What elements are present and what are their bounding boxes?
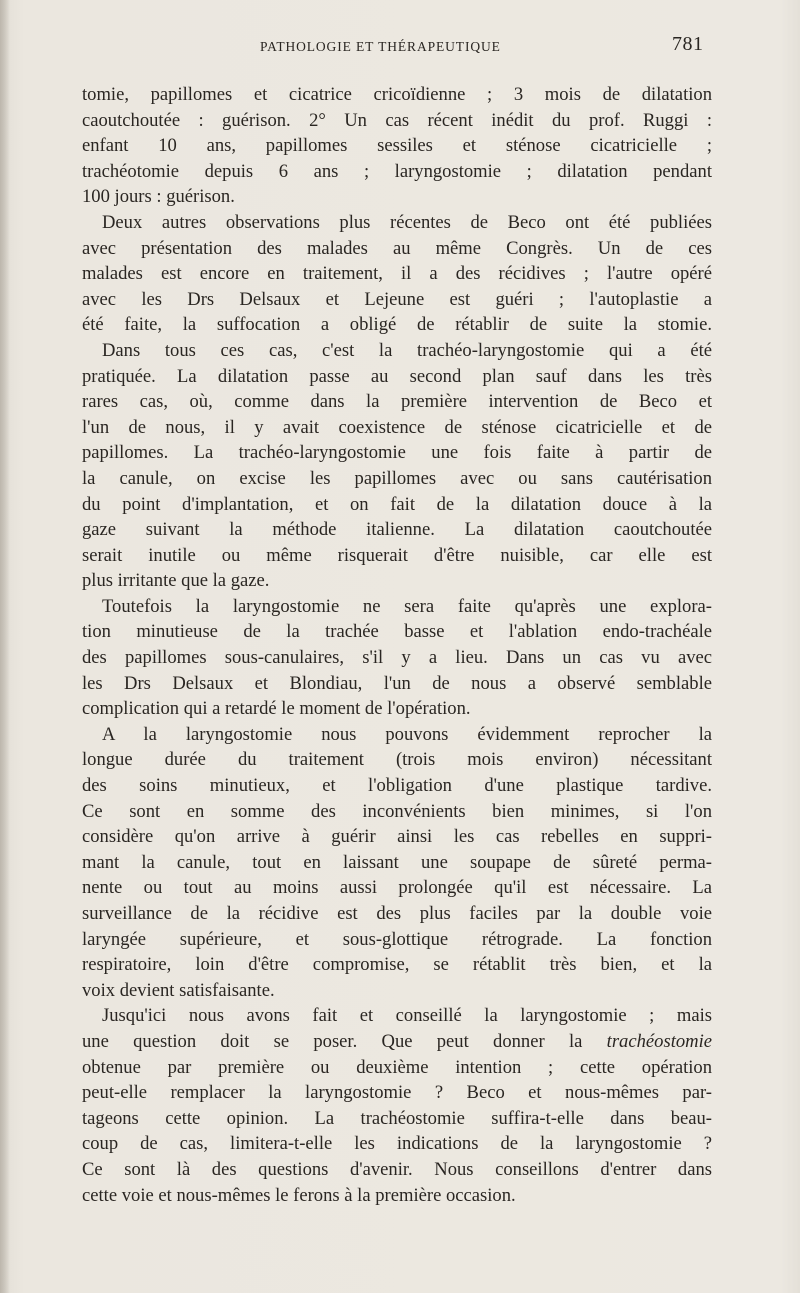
text-line: rares cas, où, comme dans la première intervention de Beco et	[82, 391, 712, 413]
text-line: gaze suivant la méthode italienne. La dilatation caoutchoutée	[82, 519, 712, 541]
text-line: du point d'implantation, et on fait de la dilatation douce à la	[82, 493, 712, 515]
page-gutter-shadow	[0, 0, 10, 1293]
running-head: PATHOLOGIE ET THÉRAPEUTIQUE	[260, 39, 501, 54]
text-line: Ce sont là des questions d'avenir. Nous conseillons d'entrer dans	[82, 1158, 712, 1180]
text-line: serait inutile ou même risquerait d'être nuisible, car elle est	[82, 544, 712, 566]
text-line: malades est encore en traitement, il a des récidives ; l'autre opéré	[82, 263, 712, 285]
text-line: cette voie et nous-mêmes le ferons à la première occasion.	[82, 1184, 516, 1206]
text-line: respiratoire, loin d'être compromise, se rétablit très bien, et la	[82, 954, 712, 976]
text-line: été faite, la suffocation a obligé de rétablir de suite la stomie.	[82, 314, 712, 336]
text-segment: une question doit se poser. Que peut donner la	[82, 1030, 583, 1052]
text-line: des soins minutieux, et l'obligation d'une plastique tardive.	[82, 775, 712, 797]
text-line: avec les Drs Delsaux et Lejeune est guéri ; l'autoplastie a	[82, 288, 712, 310]
text-line: laryngée supérieure, et sous-glottique rétrograde. La fonction	[82, 928, 712, 950]
text-line: Dans tous ces cas, c'est la trachéo-laryngostomie qui a été	[102, 339, 712, 361]
text-line: Toutefois la laryngostomie ne sera faite qu'après une explora-	[102, 595, 712, 617]
text-line: coup de cas, limitera-t-elle les indications de la laryngostomie ?	[82, 1133, 712, 1155]
text-line: tomie, papillomes et cicatrice cricoïdienne ; 3 mois de dilatation	[82, 84, 712, 105]
text-line: l'un de nous, il y avait coexistence de sténose cicatricielle et de	[82, 416, 712, 438]
text-line: tageons cette opinion. La trachéostomie suffira-t-elle dans beau-	[82, 1107, 712, 1129]
text-line: mant la canule, tout en laissant une soupape de sûreté perma-	[82, 851, 712, 873]
text-line: 100 jours : guérison.	[82, 186, 235, 208]
text-line: Ce sont en somme des inconvénients bien minimes, si l'on	[82, 800, 712, 822]
text-line: trachéotomie depuis 6 ans ; laryngostomie ; dilatation pendant	[82, 160, 712, 182]
text-line: pratiquée. La dilatation passe au second plan sauf dans les très	[82, 365, 712, 387]
body-text	[82, 82, 712, 1208]
text-line: nente ou tout au moins aussi prolongée qu'il est nécessaire. La	[82, 877, 712, 899]
text-line: caoutchoutée : guérison. 2° Un cas récent inédit du prof. Ruggi :	[82, 109, 712, 131]
text-line: Deux autres observations plus récentes de Beco ont été publiées	[102, 211, 712, 233]
text-line: papillomes. La trachéo-laryngostomie une fois faite à partir de	[82, 442, 712, 464]
text-line	[82, 1029, 712, 1055]
text-line: obtenue par première ou deuxième intention ; cette opération	[82, 1056, 712, 1078]
text-line: enfant 10 ans, papillomes sessiles et sténose cicatricielle ;	[82, 135, 712, 157]
text-line: complication qui a retardé le moment de l'opération.	[82, 698, 471, 720]
text-line: surveillance de la récidive est des plus faciles par la double voie	[82, 903, 712, 924]
page-number: 781	[672, 33, 704, 55]
text-line: plus irritante que la gaze.	[82, 570, 270, 592]
text-line: les Drs Delsaux et Blondiau, l'un de nous a observé semblable	[82, 672, 712, 694]
text-line: tion minutieuse de la trachée basse et l'ablation endo-trachéale	[82, 621, 712, 643]
text-line: avec présentation des malades au même Congrès. Un de ces	[82, 237, 712, 259]
text-line: longue durée du traitement (trois mois environ) nécessitant	[82, 749, 712, 771]
page-header	[0, 33, 800, 63]
text-line: considère qu'on arrive à guérir ainsi les cas rebelles en suppri-	[82, 826, 712, 848]
text-line: peut-elle remplacer la laryngostomie ? Beco et nous-mêmes par-	[82, 1082, 712, 1104]
text-line: des papillomes sous-canulaires, s'il y a lieu. Dans un cas vu avec	[82, 647, 712, 669]
text-line: la canule, on excise les papillomes avec ou sans cautérisation	[82, 467, 712, 489]
text-line: A la laryngostomie nous pouvons évidemment reprocher la	[102, 723, 712, 745]
italic-term: trachéostomie	[606, 1030, 712, 1052]
text-line: Jusqu'ici nous avons fait et conseillé la laryngostomie ; mais	[102, 1005, 712, 1027]
text-line: voix devient satisfaisante.	[82, 979, 275, 1001]
